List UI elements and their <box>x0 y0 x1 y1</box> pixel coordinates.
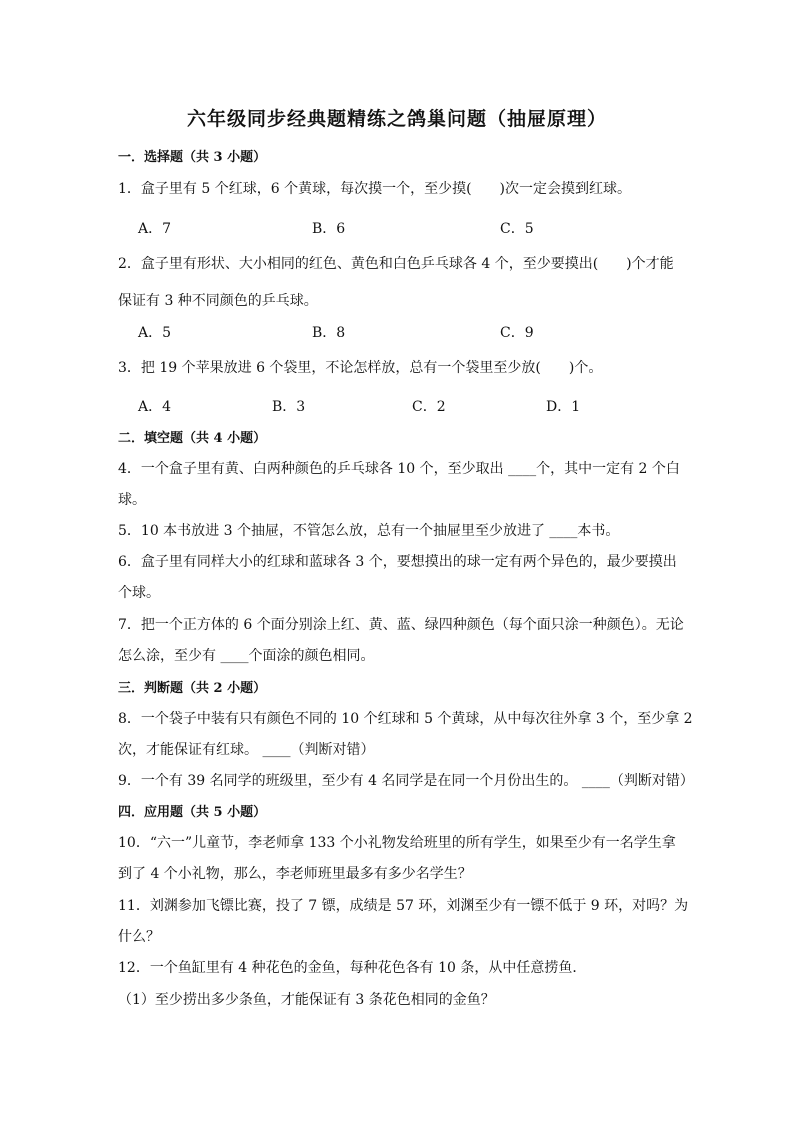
section-heading-multiple-choice: 一．选择题（共 3 小题） <box>118 150 267 165</box>
question-7-text-line1: 7．把一个正方体的 6 个面分别涂上红、黄、蓝、绿四种颜色（每个面只涂一种颜色）。无论 <box>118 617 684 633</box>
section-heading-true-false: 三．判断题（共 2 小题） <box>118 681 267 696</box>
question-4-text-line2: 球。 <box>118 492 146 508</box>
question-12-text-line1: 12．一个鱼缸里有 4 种花色的金鱼，每种花色各有 10 条，从中任意捞鱼． <box>118 960 587 976</box>
question-3-option-d: D．1 <box>546 399 581 415</box>
question-7-text-line2: 怎么涂，至少有 ____个面涂的颜色相同。 <box>118 648 375 664</box>
question-8-text-line1: 8．一个袋子中装有只有颜色不同的 10 个红球和 5 个黄球，从中每次往外拿 3 个，至少拿 2 <box>118 711 693 727</box>
question-4-text-line1: 4．一个盒子里有黄、白两种颜色的乒乓球各 10 个，至少取出 ____个，其中一定有 2 个白 <box>118 461 680 477</box>
question-5-text: 5．10 本书放进 3 个抽屉，不管怎么放，总有一个抽屉里至少放进了 ____本书。 <box>118 523 620 539</box>
question-1-option-a: A．7 <box>138 221 172 237</box>
section-heading-fill-in: 二．填空题（共 4 小题） <box>118 431 267 446</box>
question-6-text-line1: 6．盒子里有同样大小的红球和蓝球各 3 个，要想摸出的球一定有两个异色的，最少要摸出 <box>118 554 677 570</box>
question-2-option-b: B．8 <box>312 325 346 341</box>
question-2-option-c: C．9 <box>500 325 534 341</box>
question-3-option-b: B．3 <box>272 399 306 415</box>
question-6-text-line2: 个球。 <box>118 585 160 601</box>
question-3-text: 3．把 19 个苹果放进 6 个袋里，不论怎样放，总有一个袋里至少放( )个。 <box>118 360 603 376</box>
question-1-option-b: B．6 <box>312 221 346 237</box>
question-2-option-a: A．5 <box>138 325 172 341</box>
question-8-text-line2: 次，才能保证有红球。 ____（判断对错） <box>118 742 375 758</box>
question-10-text-line2: 到了 4 个小礼物，那么，李老师班里最多有多少名学生？ <box>118 866 472 882</box>
question-2-text-line2: 保证有 3 种不同颜色的乒乓球。 <box>118 293 318 309</box>
question-3-option-a: A．4 <box>138 399 172 415</box>
question-10-text-line1: 10．“六一”儿童节，李老师拿 133 个小礼物发给班里的所有学生，如果至少有一名学生拿 <box>118 835 676 851</box>
section-heading-word-problems: 四．应用题（共 5 小题） <box>118 805 267 820</box>
page-title: 六年级同步经典题精练之鸽巢问题（抽屉原理） <box>186 108 607 130</box>
question-9-text: 9．一个有 39 名同学的班级里，至少有 4 名同学是在同一个月份出生的。 ____（判断对错） <box>118 773 694 789</box>
question-1-text: 1．盒子里有 5 个红球，6 个黄球，每次摸一个，至少摸( )次一定会摸到红球。 <box>118 181 631 197</box>
question-12-subquestion-1: （1）至少捞出多少条鱼，才能保证有 3 条花色相同的金鱼？ <box>118 992 495 1008</box>
question-3-option-c: C．2 <box>412 399 446 415</box>
question-1-option-c: C．5 <box>500 221 534 237</box>
question-2-text-line1: 2．盒子里有形状、大小相同的红色、黄色和白色乒乓球各 4 个，至少要摸出( )个才能 <box>118 256 674 272</box>
question-11-text-line2: 什么？ <box>118 929 160 945</box>
question-11-text-line1: 11．刘渊参加飞镖比赛，投了 7 镖，成绩是 57 环，刘渊至少有一镖不低于 9 环，对吗？为 <box>118 898 689 914</box>
